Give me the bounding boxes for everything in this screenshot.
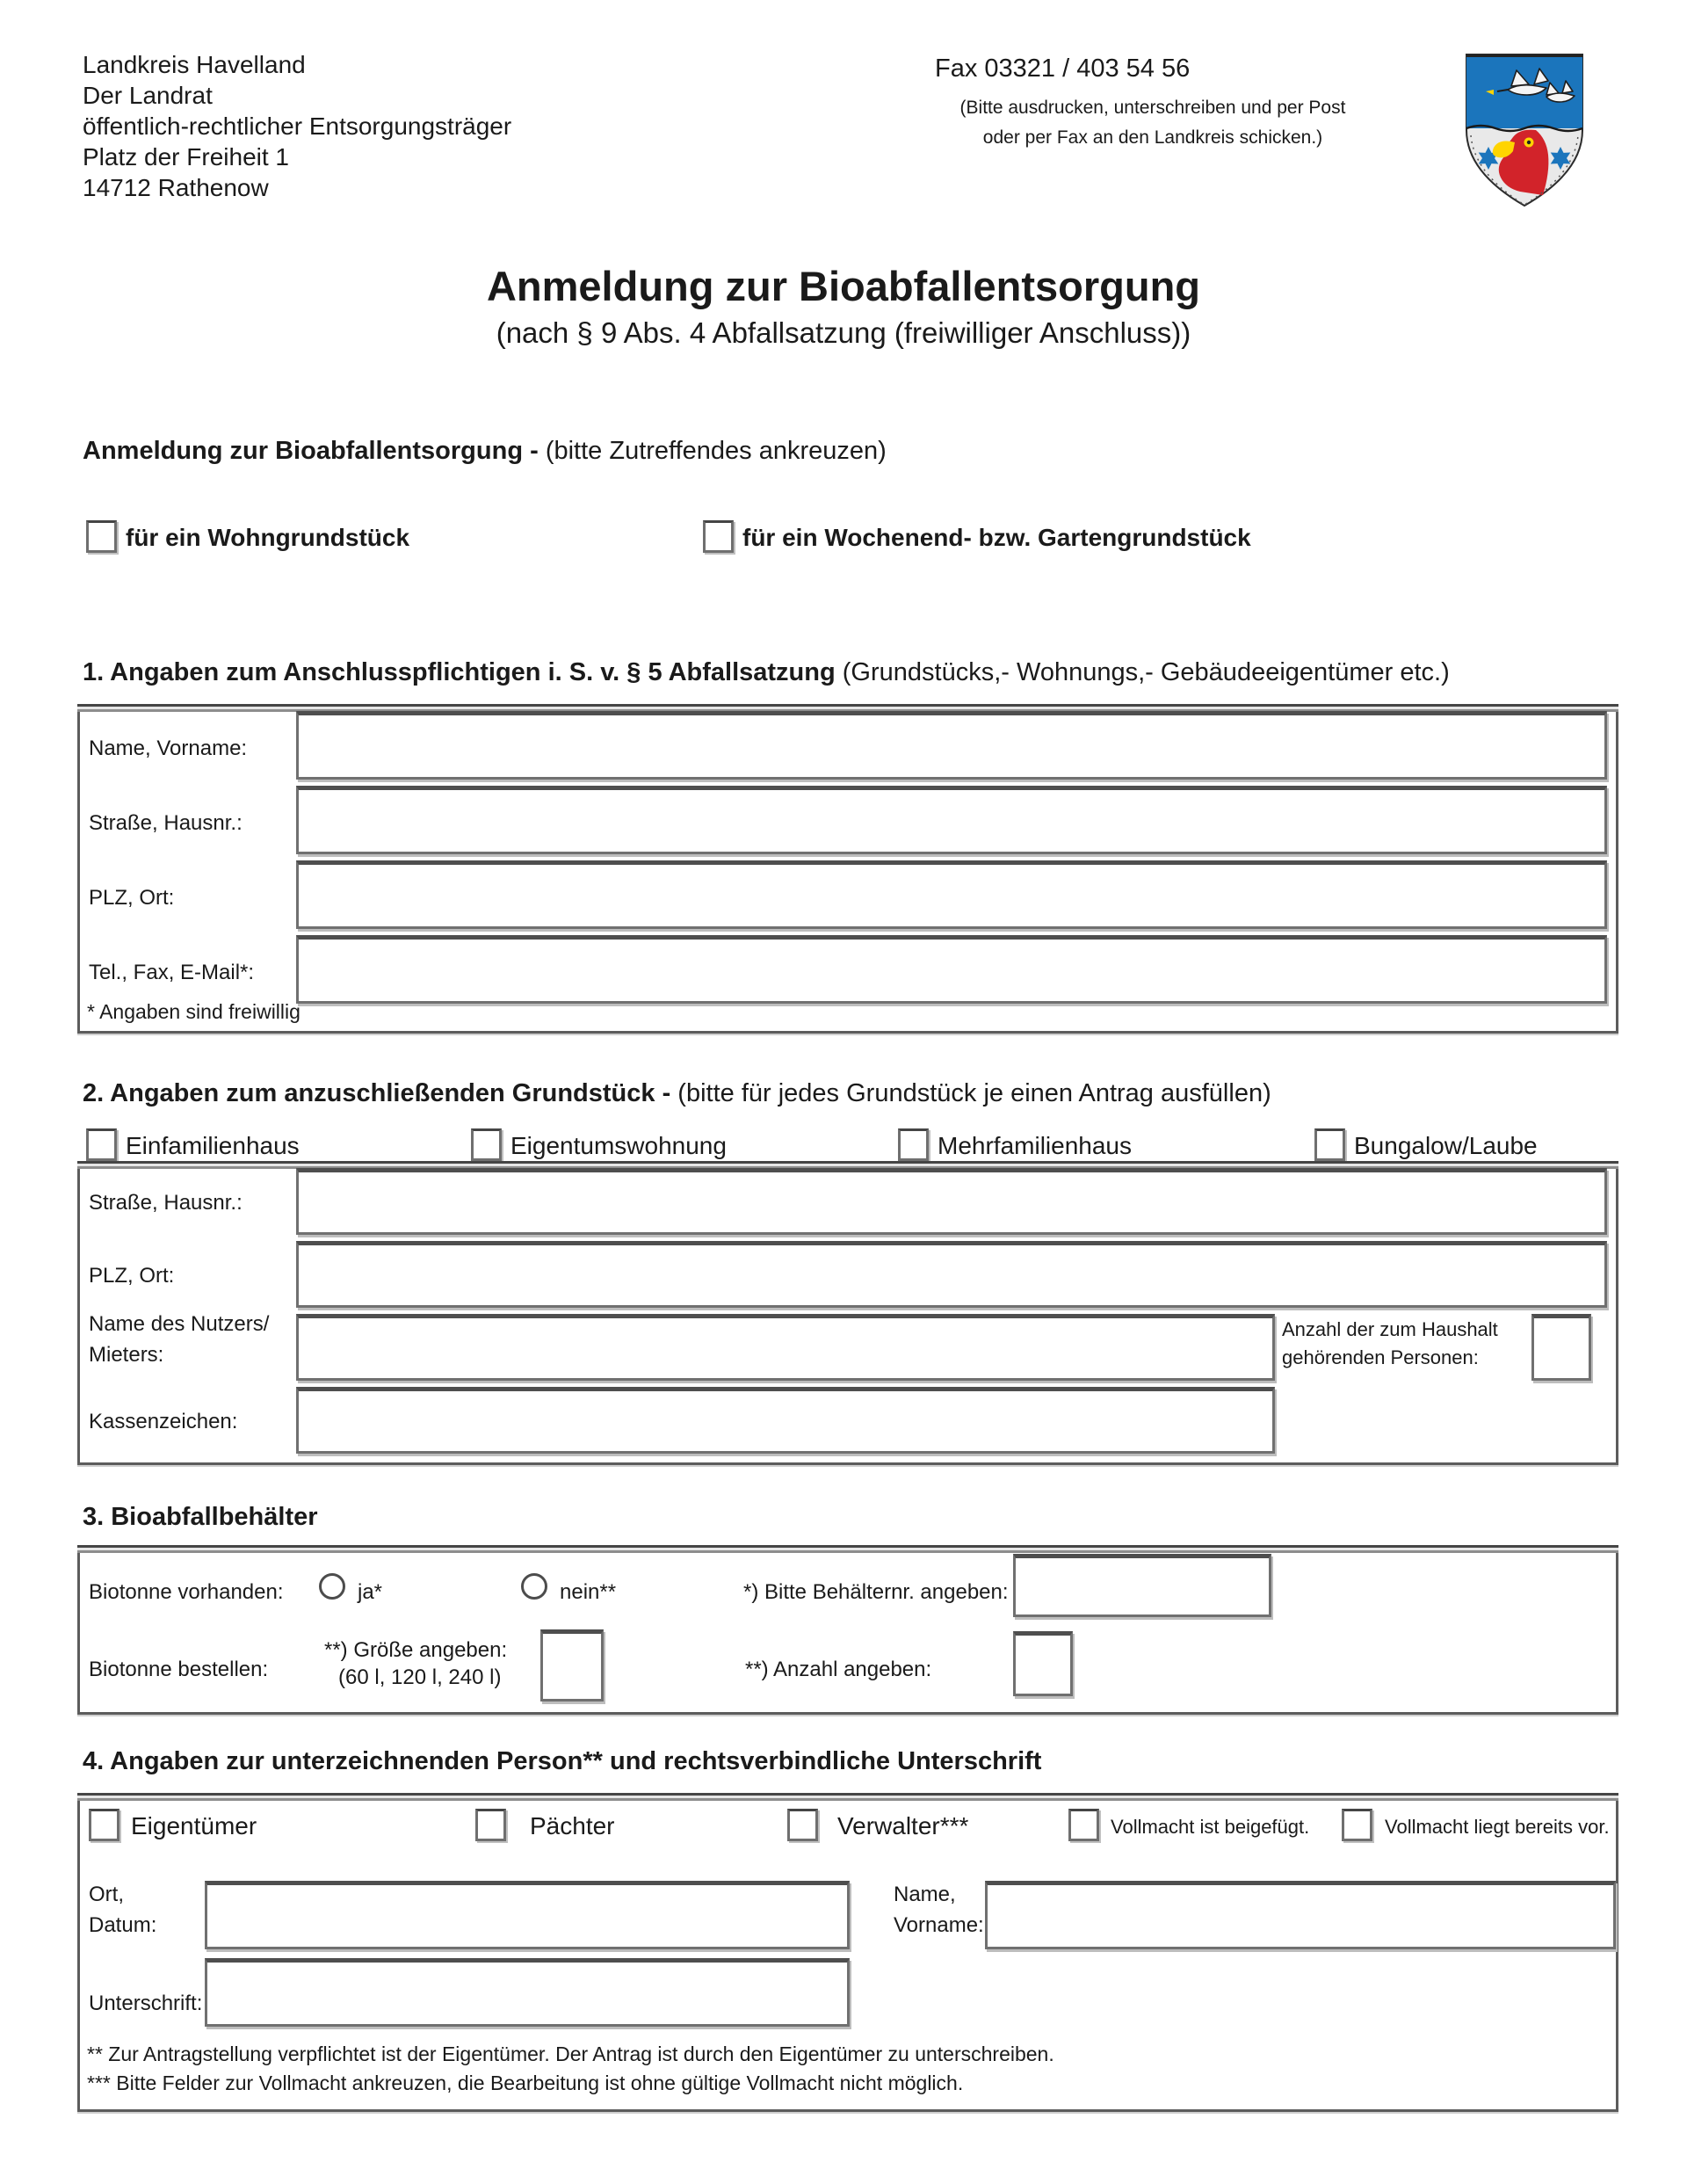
label-nutzer-mieter [89,1309,269,1370]
intro-heading-normal: (bitte Zutreffendes ankreuzen) [545,437,887,465]
label-plz-ort: PLZ, Ort: [89,886,175,910]
label-nutzer-line2: Mieters: [89,1343,164,1367]
footnote-vollmacht: *** Bitte Felder zur Vollmacht ankreuzen, die Bearbeitung ist ohne gültige Vollmacht nicht möglich. [87,2072,964,2094]
label-vollmacht-beigefuegt: Vollmacht ist beigefügt. [1111,1816,1310,1838]
input-unterschrift[interactable] [205,1958,850,2027]
input-name-vorname-unterzeichner[interactable] [985,1881,1616,1949]
section2-heading-bold: 2. Angaben zum anzuschließenden Grundstück - [83,1079,678,1107]
input-kassenzeichen[interactable] [296,1387,1275,1454]
checkbox-eigentumswohnung[interactable] [471,1128,502,1161]
label-paechter: Pächter [530,1812,615,1839]
label-groesse-angeben [324,1636,507,1691]
section1-heading [83,658,1450,687]
label-eigentuemer: Eigentümer [131,1812,257,1839]
input-tel-fax-email[interactable] [296,935,1607,1004]
section2-box [77,1161,1618,1465]
landkreis-havelland-coat-of-arms-icon [1462,51,1587,209]
box-top-border [77,1793,1618,1801]
input-behaelternr[interactable] [1013,1554,1271,1617]
label-groesse-line2: (60 l, 120 l, 240 l) [338,1665,502,1689]
fax-note-line: (Bitte ausdrucken, unterschreiben und per Post [959,98,1346,118]
label-grundstueck-plz-ort: PLZ, Ort: [89,1264,175,1288]
footnote-angaben-freiwillig: * Angaben sind freiwillig [87,1000,300,1023]
sender-line: Der Landrat [83,82,213,109]
label-bungalow-laube: Bungalow/Laube [1354,1132,1538,1159]
label-haushalt-personen [1282,1316,1498,1372]
label-verwalter: Verwalter*** [837,1812,969,1839]
section1-heading-bold: 1. Angaben zum Anschlusspflichtigen i. S. v. § 5 Abfallsatzung [83,658,843,686]
input-nutzer-mieter[interactable] [296,1314,1275,1381]
input-grundstueck-strasse[interactable] [296,1168,1607,1235]
label-vorname: Vorname: [894,1913,984,1937]
page-subtitle: (nach § 9 Abs. 4 Abfallsatzung (freiwilliger Anschluss)) [496,316,1191,349]
checkbox-verwalter[interactable] [787,1809,818,1841]
label-name: Name, [894,1883,956,1906]
label-wochenend-gartengrundstueck: für ein Wochenend- bzw. Gartengrundstück [742,524,1251,551]
intro-heading [83,437,887,466]
label-behaelternr: *) Bitte Behälternr. angeben: [743,1580,1009,1604]
sender-line: Landkreis Havelland [83,51,306,78]
label-name-vorname: Name, Vorname: [89,736,248,760]
input-ort-datum[interactable] [205,1881,850,1949]
section1-box [77,704,1618,1034]
input-groesse[interactable] [540,1629,604,1701]
section4-heading: 4. Angaben zur unterzeichnenden Person** und rechtsverbindliche Unterschrift [83,1747,1042,1775]
fax-number: Fax 03321 / 403 54 56 [935,54,1191,83]
label-tel-fax-email: Tel., Fax, E-Mail*: [89,961,255,984]
checkbox-eigentuemer[interactable] [89,1809,119,1841]
checkbox-vollmacht-beigefuegt[interactable] [1068,1809,1099,1841]
intro-heading-bold: Anmeldung zur Bioabfallentsorgung - [83,437,546,465]
sender-line: 14712 Rathenow [83,174,269,201]
checkbox-paechter[interactable] [475,1809,506,1841]
sender-line: öffentlich-rechtlicher Entsorgungsträger [83,112,512,140]
label-grundstueck-strasse: Straße, Hausnr.: [89,1191,243,1215]
radio-biotonne-ja[interactable] [319,1573,345,1600]
input-strasse-hausnr[interactable] [296,786,1607,854]
box-top-border [77,1545,1618,1553]
checkbox-wochenend-gartengrundstueck[interactable] [703,520,734,553]
section1-heading-normal: (Grundstücks,- Wohnungs,- Gebäudeeigentümer etc.) [842,658,1450,686]
label-radio-nein: nein** [560,1580,617,1604]
fax-note-line: oder per Fax an den Landkreis schicken.) [982,127,1323,148]
input-anzahl[interactable] [1013,1631,1073,1696]
label-unterschrift: Unterschrift: [89,1992,203,2015]
label-personen-line1: Anzahl der zum Haushalt [1282,1318,1498,1340]
footnote-antragstellung: ** Zur Antragstellung verpflichtet ist der Eigentümer. Der Antrag ist durch den Eigentümer zu unterschreiben. [87,2043,1054,2065]
checkbox-bungalow-laube[interactable] [1314,1128,1345,1161]
section3-heading: 3. Bioabfallbehälter [83,1503,318,1531]
input-name-vorname[interactable] [296,711,1607,780]
label-radio-ja: ja* [358,1580,383,1604]
fax-note [933,93,1372,153]
label-ort: Ort, [89,1883,124,1906]
checkbox-vollmacht-liegt-vor[interactable] [1342,1809,1372,1841]
sender-line: Platz der Freiheit 1 [83,143,289,171]
label-vollmacht-liegt-vor: Vollmacht liegt bereits vor. [1385,1816,1610,1838]
checkbox-wohngrundstueck[interactable] [86,520,117,553]
label-anzahl-angeben: **) Anzahl angeben: [745,1658,932,1681]
label-biotonne-bestellen: Biotonne bestellen: [89,1658,269,1681]
checkbox-einfamilienhaus[interactable] [86,1128,117,1161]
label-wohngrundstueck: für ein Wohngrundstück [126,524,410,551]
label-strasse-hausnr: Straße, Hausnr.: [89,811,243,835]
label-kassenzeichen: Kassenzeichen: [89,1410,238,1433]
label-nutzer-line1: Name des Nutzers/ [89,1312,270,1336]
radio-biotonne-nein[interactable] [521,1573,547,1600]
label-datum: Datum: [89,1913,157,1937]
label-groesse-line1: **) Größe angeben: [324,1638,508,1662]
section4-box [77,1793,1618,2112]
page-title: Anmeldung zur Bioabfallentsorgung [486,263,1201,309]
label-mehrfamilienhaus: Mehrfamilienhaus [938,1132,1132,1159]
section2-heading [83,1079,1271,1108]
label-biotonne-vorhanden: Biotonne vorhanden: [89,1580,284,1604]
sender-address-block [83,49,511,203]
checkbox-mehrfamilienhaus[interactable] [898,1128,929,1161]
label-name-vorname-unterzeichner [894,1879,984,1941]
input-personen-anzahl[interactable] [1531,1314,1591,1381]
label-personen-line2: gehörenden Personen: [1282,1346,1479,1368]
input-grundstueck-plz-ort[interactable] [296,1241,1607,1308]
section3-box [77,1545,1618,1715]
label-eigentumswohnung: Eigentumswohnung [510,1132,727,1159]
label-ort-datum [89,1879,156,1941]
section2-heading-normal: (bitte für jedes Grundstück je einen Antrag ausfüllen) [677,1079,1271,1107]
input-plz-ort[interactable] [296,860,1607,929]
label-einfamilienhaus: Einfamilienhaus [126,1132,300,1159]
